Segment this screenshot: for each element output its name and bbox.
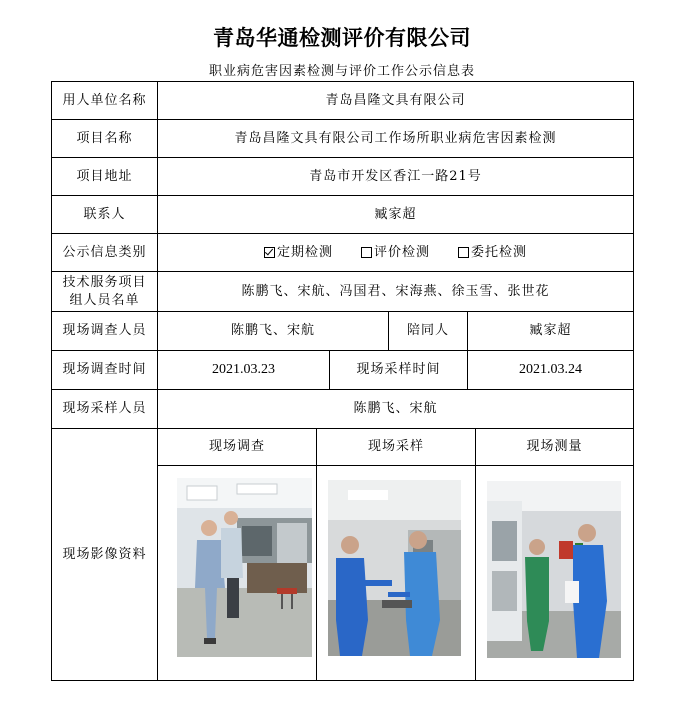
- images-col3-header: 现场测量: [475, 428, 634, 466]
- images-label: 现场影像资料: [51, 428, 158, 681]
- category-option-label: 定期检测: [276, 244, 333, 260]
- site-sampling-photo: [328, 480, 461, 656]
- project-name-label: 项目名称: [51, 119, 158, 158]
- site-measurement-photo: [487, 481, 621, 658]
- survey-staff-value: 陈鹏飞、宋航: [157, 311, 389, 351]
- images-col1-header: 现场调查: [157, 428, 317, 466]
- category-option-periodic[interactable]: [264, 244, 333, 262]
- team-label-line1: 技术服务项目: [62, 274, 147, 290]
- sampling-staff-label: 现场采样人员: [51, 389, 158, 429]
- address-label: 项目地址: [51, 157, 158, 196]
- category-option-evaluation[interactable]: [361, 244, 430, 262]
- contact-value: 臧家超: [157, 195, 634, 234]
- survey-time-value: 2021.03.23: [157, 350, 330, 390]
- employer-value: 青岛昌隆文具有限公司: [157, 81, 634, 120]
- team-label: [51, 271, 158, 312]
- survey-time-label: 现场调查时间: [51, 350, 158, 390]
- images-col2-header: 现场采样: [316, 428, 476, 466]
- contact-label: 联系人: [51, 195, 158, 234]
- accompany-label: 陪同人: [388, 311, 468, 351]
- team-value: 陈鹏飞、宋航、冯国君、宋海燕、徐玉雪、张世花: [157, 271, 634, 312]
- checkbox-icon: [361, 247, 372, 258]
- category-option-label: 委托检测: [471, 244, 528, 260]
- category-option-commissioned[interactable]: [458, 244, 527, 262]
- category-label: 公示信息类别: [51, 233, 158, 272]
- category-options: [157, 233, 634, 272]
- project-name-value: 青岛昌隆文具有限公司工作场所职业病危害因素检测: [157, 119, 634, 158]
- site-survey-photo: [177, 478, 312, 657]
- employer-label: 用人单位名称: [51, 81, 158, 120]
- sampling-staff-value: 陈鹏飞、宋航: [157, 389, 634, 429]
- address-value: 青岛市开发区香江一路21号: [157, 157, 634, 196]
- checked-checkbox-icon: [264, 247, 275, 258]
- checkbox-icon: [458, 247, 469, 258]
- survey-staff-label: 现场调查人员: [51, 311, 158, 351]
- sampling-time-value: 2021.03.24: [467, 350, 634, 390]
- category-option-label: 评价检测: [373, 244, 430, 260]
- sampling-time-label: 现场采样时间: [329, 350, 468, 390]
- team-label-line2: 组人员名单: [69, 292, 140, 308]
- form-subtitle: 职业病危害因素检测与评价工作公示信息表: [208, 64, 475, 79]
- company-title: 青岛华通检测评价有限公司: [213, 26, 471, 50]
- accompany-value: 臧家超: [467, 311, 634, 351]
